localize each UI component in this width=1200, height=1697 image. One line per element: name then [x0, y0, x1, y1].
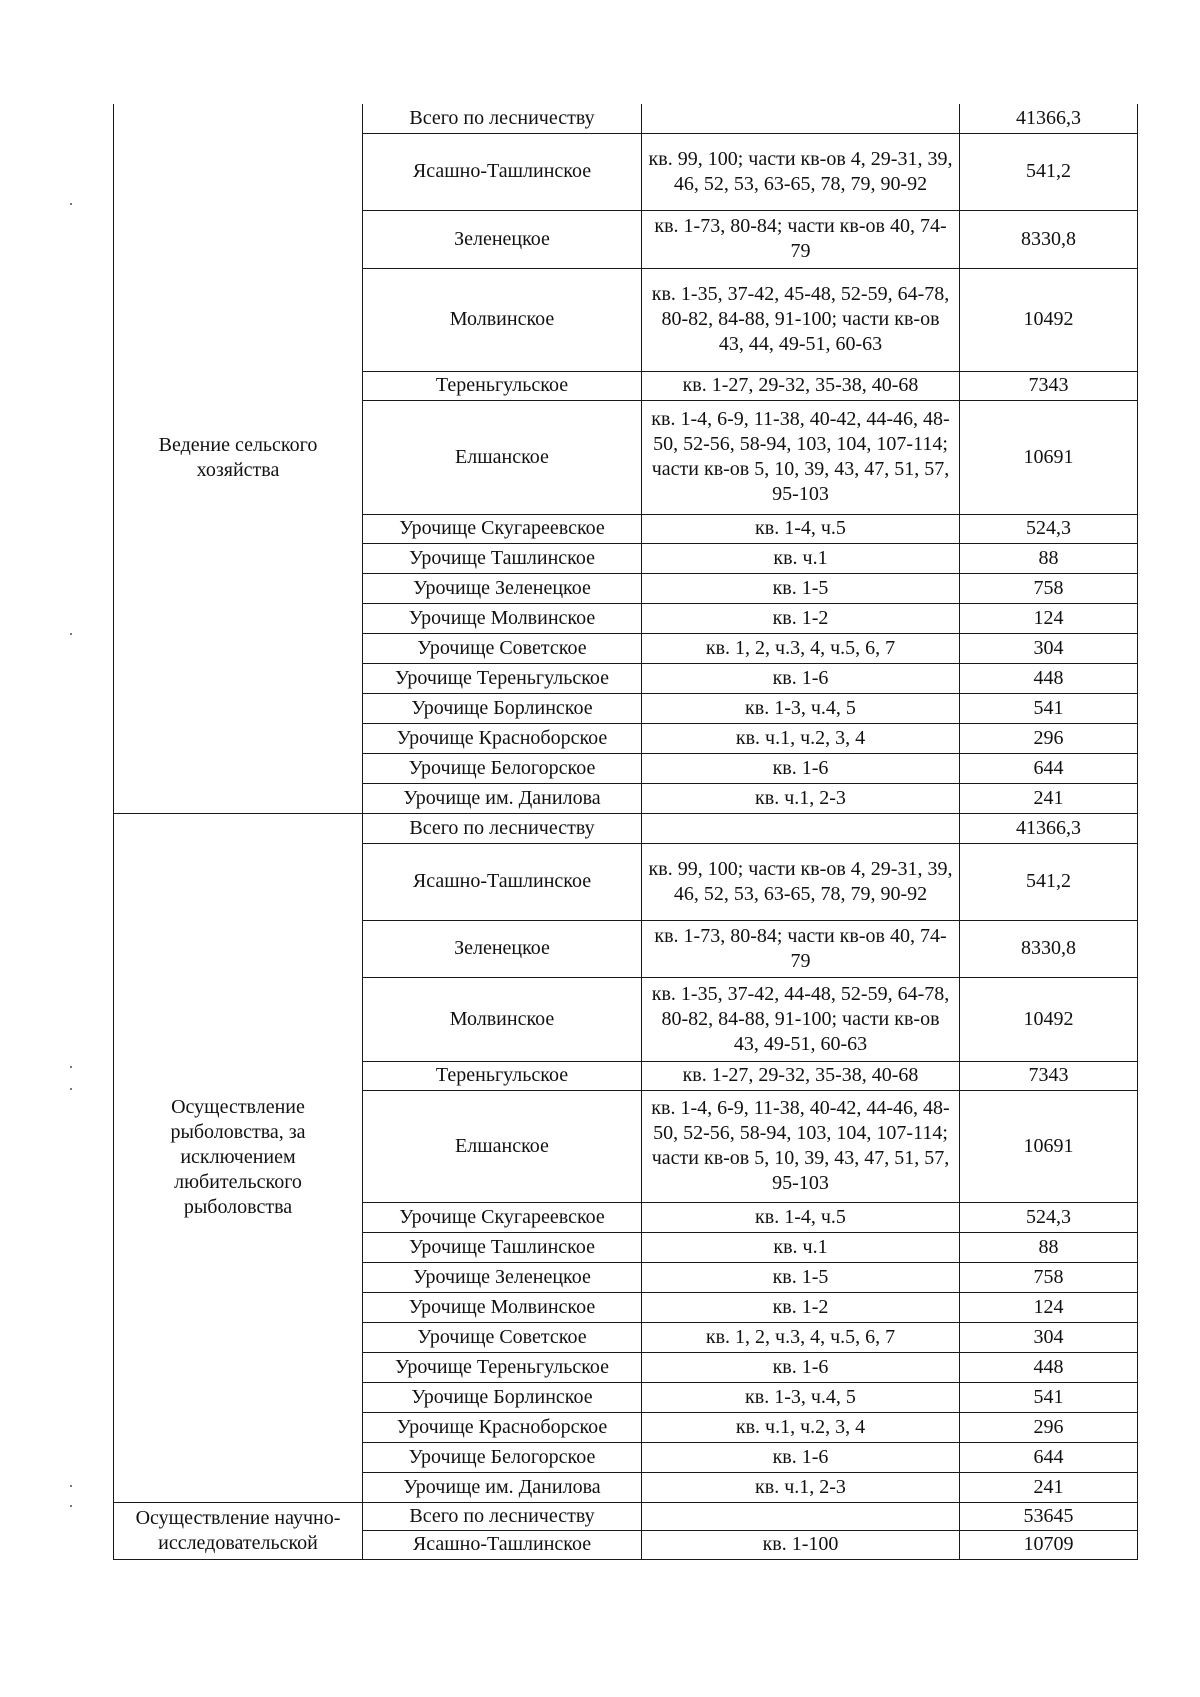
forestry-cell: Урочище Скугареевское	[363, 1202, 642, 1232]
area-cell: 41366,3	[960, 104, 1138, 133]
forestry-cell: Урочище Красноборское	[363, 1412, 642, 1442]
forestry-cell: Елшанское	[363, 400, 642, 514]
area-cell: 10492	[960, 977, 1138, 1061]
scan-speck	[70, 1066, 72, 1068]
area-cell: 524,3	[960, 514, 1138, 543]
area-cell: 524,3	[960, 1202, 1138, 1232]
area-cell: 10691	[960, 400, 1138, 514]
table-row	[114, 813, 1138, 843]
forestry-cell: Тереньгульское	[363, 371, 642, 400]
scan-speck	[70, 633, 72, 635]
area-cell: 644	[960, 1442, 1138, 1472]
area-cell: 241	[960, 783, 1138, 813]
quarters-cell: кв. 1-73, 80-84; части кв-ов 40, 74-79	[642, 210, 960, 268]
quarters-cell: кв. 1-6	[642, 663, 960, 693]
quarters-cell: кв. 1-35, 37-42, 44-48, 52-59, 64-78, 80-82, 84-88, 91-100; части кв-ов 43, 49-51, 60-63	[642, 977, 960, 1061]
area-cell: 296	[960, 723, 1138, 753]
forestry-cell: Урочище Тереньгульское	[363, 1352, 642, 1382]
quarters-cell: кв. 1, 2, ч.3, 4, ч.5, 6, 7	[642, 633, 960, 663]
area-cell: 758	[960, 573, 1138, 603]
quarters-cell: кв. 1-2	[642, 603, 960, 633]
quarters-cell	[642, 813, 960, 843]
area-cell: 10709	[960, 1530, 1138, 1559]
quarters-cell	[642, 1502, 960, 1530]
quarters-cell: кв. ч.1, ч.2, 3, 4	[642, 723, 960, 753]
area-cell: 10691	[960, 1090, 1138, 1202]
quarters-cell: кв. 1-27, 29-32, 35-38, 40-68	[642, 1061, 960, 1090]
area-cell: 7343	[960, 1061, 1138, 1090]
quarters-cell: кв. 1-2	[642, 1292, 960, 1322]
area-cell: 296	[960, 1412, 1138, 1442]
forestry-cell: Урочище Советское	[363, 1322, 642, 1352]
forestry-cell: Урочище Белогорское	[363, 753, 642, 783]
forestry-cell: Ясашно-Ташлинское	[363, 843, 642, 920]
area-cell: 88	[960, 543, 1138, 573]
quarters-cell: кв. 1-27, 29-32, 35-38, 40-68	[642, 371, 960, 400]
forestry-cell: Молвинское	[363, 268, 642, 371]
quarters-cell: кв. 1-4, 6-9, 11-38, 40-42, 44-46, 48-50, 52-56, 58-94, 103, 104, 107-114; части кв-ов 5, 10, 39, 43, 47, 51, 57, 95-103	[642, 400, 960, 514]
scan-speck	[70, 1485, 72, 1487]
forestry-cell: Зеленецкое	[363, 920, 642, 977]
area-cell: 541,2	[960, 843, 1138, 920]
forestry-cell: Урочище Зеленецкое	[363, 573, 642, 603]
forestry-cell: Урочище Ташлинское	[363, 1232, 642, 1262]
area-cell: 124	[960, 1292, 1138, 1322]
quarters-cell: кв. 1-6	[642, 753, 960, 783]
area-cell: 41366,3	[960, 813, 1138, 843]
area-cell: 448	[960, 663, 1138, 693]
forestry-cell: Елшанское	[363, 1090, 642, 1202]
quarters-cell: кв. ч.1, 2-3	[642, 1472, 960, 1502]
quarters-cell: кв. ч.1	[642, 543, 960, 573]
purpose-cell: Осуществление рыболовства, за исключением любительского рыболовства	[114, 813, 363, 1502]
quarters-cell: кв. 1-5	[642, 1262, 960, 1292]
area-cell: 241	[960, 1472, 1138, 1502]
forestry-cell: Урочище Скугареевское	[363, 514, 642, 543]
forestry-cell: Урочище Борлинское	[363, 693, 642, 723]
quarters-cell: кв. 1-3, ч.4, 5	[642, 1382, 960, 1412]
forestry-cell: Урочище Белогорское	[363, 1442, 642, 1472]
purpose-cell: Ведение сельского хозяйства	[114, 104, 363, 813]
area-cell: 541	[960, 1382, 1138, 1412]
quarters-cell: кв. 1-4, 6-9, 11-38, 40-42, 44-46, 48-50, 52-56, 58-94, 103, 104, 107-114; части кв-ов 5, 10, 39, 43, 47, 51, 57, 95-103	[642, 1090, 960, 1202]
table-row	[114, 104, 1138, 133]
forestry-cell: Ясашно-Ташлинское	[363, 133, 642, 210]
area-cell: 644	[960, 753, 1138, 783]
quarters-cell: кв. 1-73, 80-84; части кв-ов 40, 74-79	[642, 920, 960, 977]
table-row	[114, 1502, 1138, 1530]
area-cell: 7343	[960, 371, 1138, 400]
forestry-cell: Урочище Молвинское	[363, 1292, 642, 1322]
forestry-cell: Всего по лесничеству	[363, 1502, 642, 1530]
quarters-cell: кв. ч.1, ч.2, 3, 4	[642, 1412, 960, 1442]
forestry-cell: Урочище Советское	[363, 633, 642, 663]
forestry-cell: Урочище им. Данилова	[363, 783, 642, 813]
table-body	[114, 104, 1138, 1559]
quarters-cell: кв. 1, 2, ч.3, 4, ч.5, 6, 7	[642, 1322, 960, 1352]
quarters-cell: кв. 1-5	[642, 573, 960, 603]
quarters-cell: кв. 1-4, ч.5	[642, 514, 960, 543]
forestry-cell: Урочище Борлинское	[363, 1382, 642, 1412]
quarters-cell	[642, 104, 960, 133]
scan-speck	[70, 1505, 72, 1507]
forestry-cell: Урочище Тереньгульское	[363, 663, 642, 693]
forestry-cell: Тереньгульское	[363, 1061, 642, 1090]
area-cell: 758	[960, 1262, 1138, 1292]
area-cell: 8330,8	[960, 210, 1138, 268]
forestry-cell: Урочище Молвинское	[363, 603, 642, 633]
forestry-cell: Всего по лесничеству	[363, 104, 642, 133]
area-cell: 124	[960, 603, 1138, 633]
forestry-cell: Урочище Красноборское	[363, 723, 642, 753]
quarters-cell: кв. 1-4, ч.5	[642, 1202, 960, 1232]
forestry-cell: Молвинское	[363, 977, 642, 1061]
area-cell: 304	[960, 1322, 1138, 1352]
forestry-cell: Всего по лесничеству	[363, 813, 642, 843]
area-cell: 8330,8	[960, 920, 1138, 977]
area-cell: 10492	[960, 268, 1138, 371]
area-cell: 53645	[960, 1502, 1138, 1530]
quarters-cell: кв. 1-100	[642, 1530, 960, 1559]
forestry-cell: Зеленецкое	[363, 210, 642, 268]
forestry-cell: Урочище Зеленецкое	[363, 1262, 642, 1292]
area-cell: 88	[960, 1232, 1138, 1262]
area-cell: 541	[960, 693, 1138, 723]
scan-speck	[70, 1088, 72, 1090]
quarters-cell: кв. 1-6	[642, 1352, 960, 1382]
quarters-cell: кв. ч.1	[642, 1232, 960, 1262]
area-cell: 541,2	[960, 133, 1138, 210]
quarters-cell: кв. 1-35, 37-42, 45-48, 52-59, 64-78, 80-82, 84-88, 91-100; части кв-ов 43, 44, 49-51, 60-63	[642, 268, 960, 371]
quarters-cell: кв. 99, 100; части кв-ов 4, 29-31, 39, 46, 52, 53, 63-65, 78, 79, 90-92	[642, 843, 960, 920]
forestry-cell: Ясашно-Ташлинское	[363, 1530, 642, 1559]
quarters-cell: кв. 1-6	[642, 1442, 960, 1472]
forestry-cell: Урочище им. Данилова	[363, 1472, 642, 1502]
purpose-cell: Осуществление научно-исследовательской	[114, 1502, 363, 1559]
quarters-cell: кв. ч.1, 2-3	[642, 783, 960, 813]
area-cell: 304	[960, 633, 1138, 663]
quarters-cell: кв. 99, 100; части кв-ов 4, 29-31, 39, 46, 52, 53, 63-65, 78, 79, 90-92	[642, 133, 960, 210]
scan-speck	[70, 203, 72, 205]
quarters-cell: кв. 1-3, ч.4, 5	[642, 693, 960, 723]
forestry-zones-table	[113, 104, 1138, 1560]
area-cell: 448	[960, 1352, 1138, 1382]
forestry-cell: Урочище Ташлинское	[363, 543, 642, 573]
